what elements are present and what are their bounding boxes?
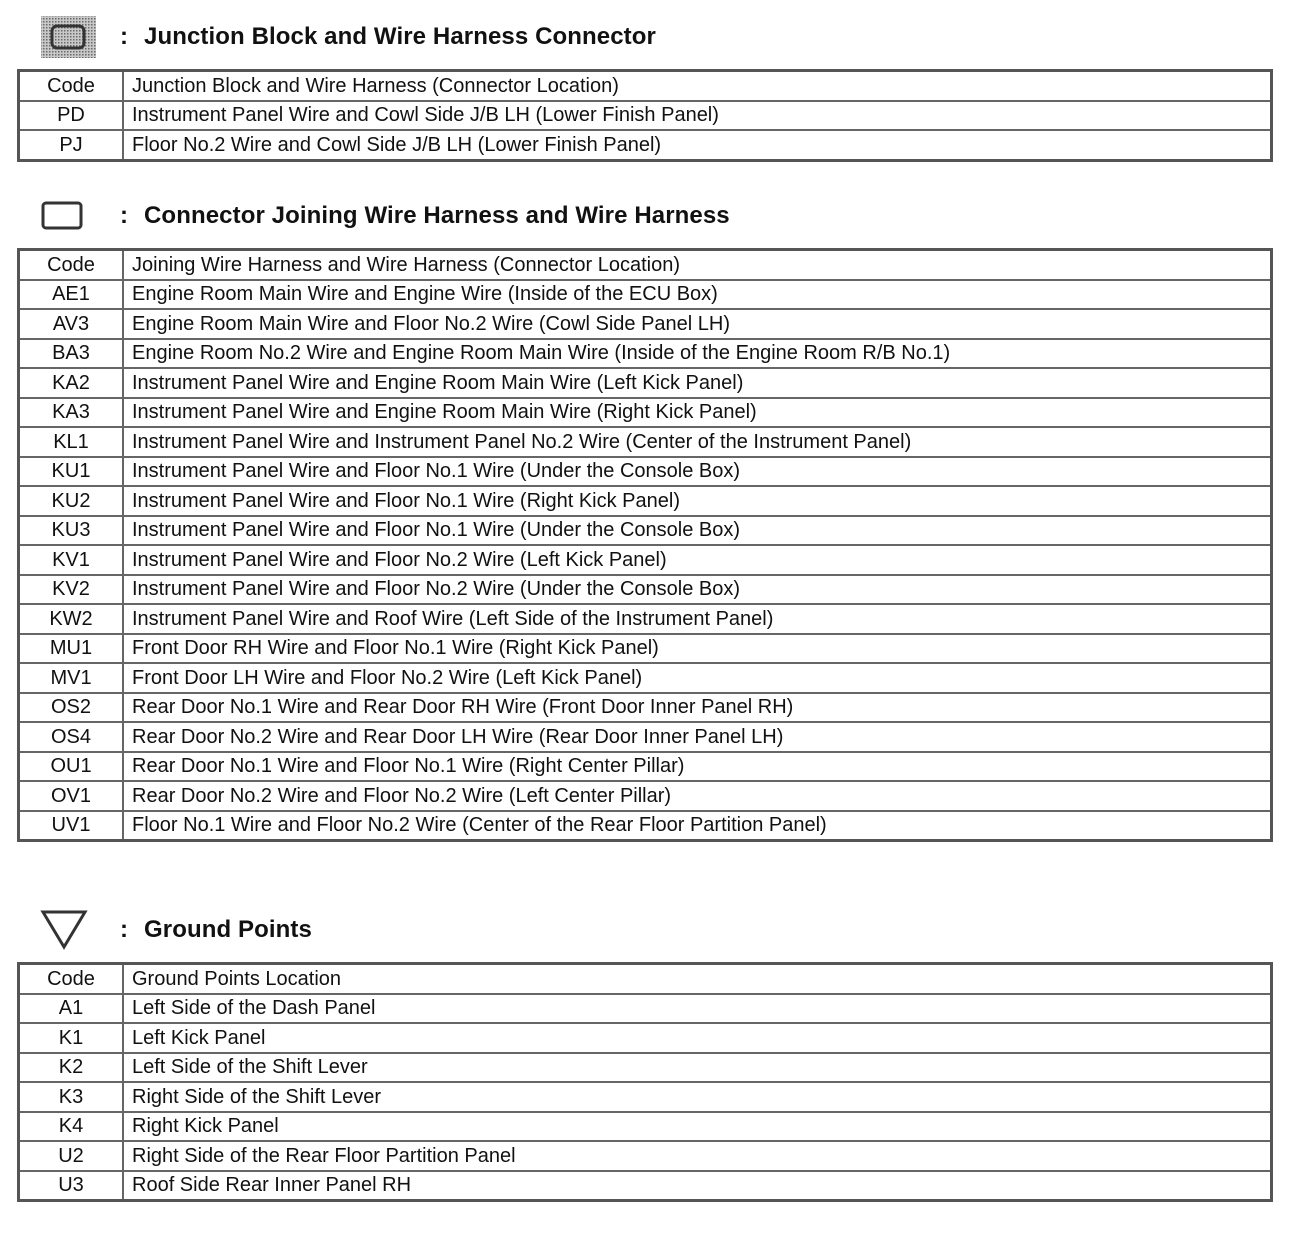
ground-points-table <box>17 962 1273 1202</box>
row-code: OU1 <box>19 752 124 782</box>
table-header-row <box>19 250 1272 280</box>
row-code: KU1 <box>19 457 124 487</box>
row-code: UV1 <box>19 811 124 841</box>
table-row <box>19 752 1272 782</box>
row-description: Left Kick Panel <box>123 1023 1272 1053</box>
row-code: BA3 <box>19 339 124 369</box>
section-header-connector-joining <box>40 196 730 236</box>
row-code: K3 <box>19 1082 124 1112</box>
row-description: Left Side of the Dash Panel <box>123 994 1272 1024</box>
row-description: Engine Room No.2 Wire and Engine Room Main Wire (Inside of the Engine Room R/B No.1) <box>123 339 1272 369</box>
row-code: OS4 <box>19 722 124 752</box>
row-description: Roof Side Rear Inner Panel RH <box>123 1171 1272 1201</box>
row-description: Rear Door No.1 Wire and Floor No.1 Wire (Right Center Pillar) <box>123 752 1272 782</box>
section-header-junction-block <box>40 17 656 57</box>
table-row <box>19 101 1272 131</box>
table-row <box>19 516 1272 546</box>
row-code: OV1 <box>19 781 124 811</box>
row-description: Instrument Panel Wire and Engine Room Main Wire (Right Kick Panel) <box>123 398 1272 428</box>
row-description: Rear Door No.1 Wire and Rear Door RH Wire (Front Door Inner Panel RH) <box>123 693 1272 723</box>
row-code: PD <box>19 101 124 131</box>
row-code: U2 <box>19 1141 124 1171</box>
row-code: KU3 <box>19 516 124 546</box>
row-description: Right Side of the Shift Lever <box>123 1082 1272 1112</box>
table-row <box>19 1112 1272 1142</box>
table-row <box>19 1053 1272 1083</box>
section-colon: : <box>120 23 128 50</box>
row-description: Left Side of the Shift Lever <box>123 1053 1272 1083</box>
table-row <box>19 604 1272 634</box>
row-description: Rear Door No.2 Wire and Floor No.2 Wire (Left Center Pillar) <box>123 781 1272 811</box>
column-header-code: Code <box>19 964 124 994</box>
row-description: Instrument Panel Wire and Engine Room Main Wire (Left Kick Panel) <box>123 368 1272 398</box>
table-row <box>19 693 1272 723</box>
row-code: KA3 <box>19 398 124 428</box>
table-row <box>19 634 1272 664</box>
row-code: K1 <box>19 1023 124 1053</box>
row-code: AE1 <box>19 280 124 310</box>
table-row <box>19 1171 1272 1201</box>
column-header-description: Joining Wire Harness and Wire Harness (Connector Location) <box>123 250 1272 280</box>
row-description: Instrument Panel Wire and Roof Wire (Left Side of the Instrument Panel) <box>123 604 1272 634</box>
table-row <box>19 398 1272 428</box>
column-header-description: Ground Points Location <box>123 964 1272 994</box>
table-row <box>19 427 1272 457</box>
table-row <box>19 994 1272 1024</box>
section-colon: : <box>120 202 128 229</box>
table-header-row <box>19 71 1272 101</box>
connector-joining-icon <box>40 196 100 236</box>
table-row <box>19 130 1272 160</box>
ground-point-icon <box>40 910 100 950</box>
row-description: Instrument Panel Wire and Floor No.2 Wire (Left Kick Panel) <box>123 545 1272 575</box>
row-description: Front Door LH Wire and Floor No.2 Wire (Left Kick Panel) <box>123 663 1272 693</box>
row-code: OS2 <box>19 693 124 723</box>
table-row <box>19 309 1272 339</box>
section-title: Junction Block and Wire Harness Connector <box>144 23 656 50</box>
row-description: Floor No.1 Wire and Floor No.2 Wire (Center of the Rear Floor Partition Panel) <box>123 811 1272 841</box>
row-code: PJ <box>19 130 124 160</box>
row-code: AV3 <box>19 309 124 339</box>
row-code: MU1 <box>19 634 124 664</box>
section-title: Ground Points <box>144 916 312 943</box>
row-description: Rear Door No.2 Wire and Rear Door LH Wire (Rear Door Inner Panel LH) <box>123 722 1272 752</box>
row-code: K4 <box>19 1112 124 1142</box>
row-description: Instrument Panel Wire and Instrument Panel No.2 Wire (Center of the Instrument Panel) <box>123 427 1272 457</box>
table-row <box>19 545 1272 575</box>
section-header-ground-points <box>40 910 312 950</box>
junction-block-icon <box>40 17 100 57</box>
table-row <box>19 1082 1272 1112</box>
table-row <box>19 1023 1272 1053</box>
table-row <box>19 280 1272 310</box>
row-description: Instrument Panel Wire and Floor No.1 Wire (Under the Console Box) <box>123 457 1272 487</box>
row-code: KV2 <box>19 575 124 605</box>
row-description: Floor No.2 Wire and Cowl Side J/B LH (Lower Finish Panel) <box>123 130 1272 160</box>
table-row <box>19 1141 1272 1171</box>
column-header-code: Code <box>19 71 124 101</box>
row-description: Right Side of the Rear Floor Partition Panel <box>123 1141 1272 1171</box>
row-code: KV1 <box>19 545 124 575</box>
row-code: MV1 <box>19 663 124 693</box>
table-header-row <box>19 964 1272 994</box>
row-description: Instrument Panel Wire and Floor No.1 Wire (Under the Console Box) <box>123 516 1272 546</box>
row-description: Front Door RH Wire and Floor No.1 Wire (Right Kick Panel) <box>123 634 1272 664</box>
row-description: Instrument Panel Wire and Floor No.1 Wire (Right Kick Panel) <box>123 486 1272 516</box>
column-header-code: Code <box>19 250 124 280</box>
row-description: Instrument Panel Wire and Cowl Side J/B LH (Lower Finish Panel) <box>123 101 1272 131</box>
row-code: KA2 <box>19 368 124 398</box>
row-code: K2 <box>19 1053 124 1083</box>
table-row <box>19 486 1272 516</box>
junction-block-table <box>17 69 1273 162</box>
row-description: Instrument Panel Wire and Floor No.2 Wire (Under the Console Box) <box>123 575 1272 605</box>
row-description: Engine Room Main Wire and Floor No.2 Wire (Cowl Side Panel LH) <box>123 309 1272 339</box>
table-row <box>19 722 1272 752</box>
table-row <box>19 457 1272 487</box>
row-code: KW2 <box>19 604 124 634</box>
table-row <box>19 811 1272 841</box>
connector-joining-table <box>17 248 1273 842</box>
table-row <box>19 575 1272 605</box>
row-description: Right Kick Panel <box>123 1112 1272 1142</box>
column-header-description: Junction Block and Wire Harness (Connector Location) <box>123 71 1272 101</box>
table-row <box>19 663 1272 693</box>
row-code: U3 <box>19 1171 124 1201</box>
row-code: KL1 <box>19 427 124 457</box>
section-title: Connector Joining Wire Harness and Wire Harness <box>144 202 730 229</box>
row-code: KU2 <box>19 486 124 516</box>
table-row <box>19 368 1272 398</box>
row-description: Engine Room Main Wire and Engine Wire (Inside of the ECU Box) <box>123 280 1272 310</box>
table-row <box>19 781 1272 811</box>
section-colon: : <box>120 916 128 943</box>
row-code: A1 <box>19 994 124 1024</box>
table-row <box>19 339 1272 369</box>
